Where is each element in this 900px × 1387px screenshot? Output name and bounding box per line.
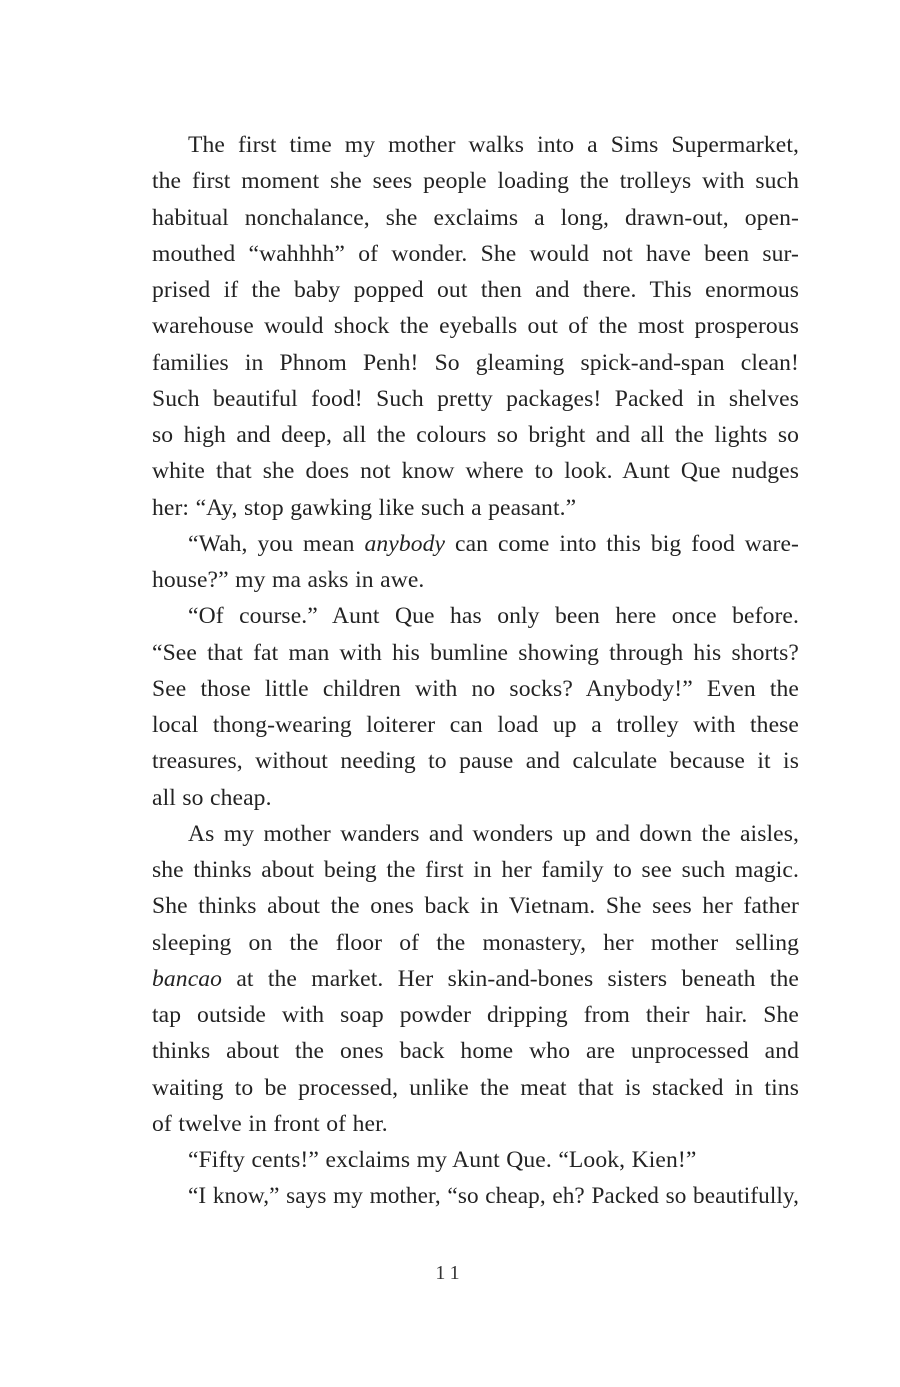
text-line: thinks about the ones back home who are unprocessed and [152,1038,799,1065]
text-line: prised if the baby popped out then and there. This enormous [152,277,799,303]
text-line: so high and deep, all the colours so bright and all the lights so [152,422,799,448]
text-line: mouthed “wahhhh” of wonder. She would not have been sur- [152,240,799,267]
text-line: treasures, without needing to pause and calculate because it is [152,748,799,775]
text-line: tap outside with soap powder dripping from their hair. She [152,1002,799,1028]
text-line: See those little children with no socks? Anybody!” Even the [152,675,799,702]
text-line: of twelve in front of her. [152,1110,388,1137]
text-line: all so cheap. [152,784,272,811]
text-line: The first time my mother walks into a Sims Supermarket, [188,132,799,158]
text-line: warehouse would shock the eyeballs out of the most prosperous [152,313,799,340]
text-line: sleeping on the floor of the monastery, her mother selling [152,929,799,956]
text-line: She thinks about the ones back in Vietnam. She sees her father [152,893,799,920]
text-line: families in Phnom Penh! So gleaming spick-and-span clean! [152,349,799,376]
text-line: As my mother wanders and wonders up and down the aisles, [188,820,799,847]
text-line: waiting to be processed, unlike the meat that is stacked in tins [152,1074,799,1101]
page-number: 11 [435,1262,465,1284]
text-line: house?” my ma asks in awe. [152,567,425,593]
text-line: “I know,” says my mother, “so cheap, eh? Packed so beautifully, [188,1183,799,1210]
text-line: Such beautiful food! Such pretty packages! Packed in shelves [152,385,799,412]
text-line: white that she does not know where to look. Aunt Que nudges [152,458,799,485]
text-line: “Fifty cents!” exclaims my Aunt Que. “Look, Kien!” [188,1147,697,1173]
text-line: “Of course.” Aunt Que has only been here once before. [188,603,799,630]
text-line: habitual nonchalance, she exclaims a long, drawn-out, open- [152,204,799,231]
text-line: bancao at the market. Her skin-and-bones sisters beneath the [152,965,799,992]
text-line: the first moment she sees people loading the trolleys with such [152,168,799,195]
body-text [152,127,799,1215]
text-line: local thong-wearing loiterer can load up a trolley with these [152,712,799,738]
text-line: her: “Ay, stop gawking like such a peasant.” [152,494,577,521]
text-line: “Wah, you mean anybody can come into this big food ware- [188,530,799,557]
text-line: she thinks about being the first in her family to see such magic. [152,857,799,883]
text-line: “See that fat man with his bumline showing through his shorts? [152,639,799,666]
